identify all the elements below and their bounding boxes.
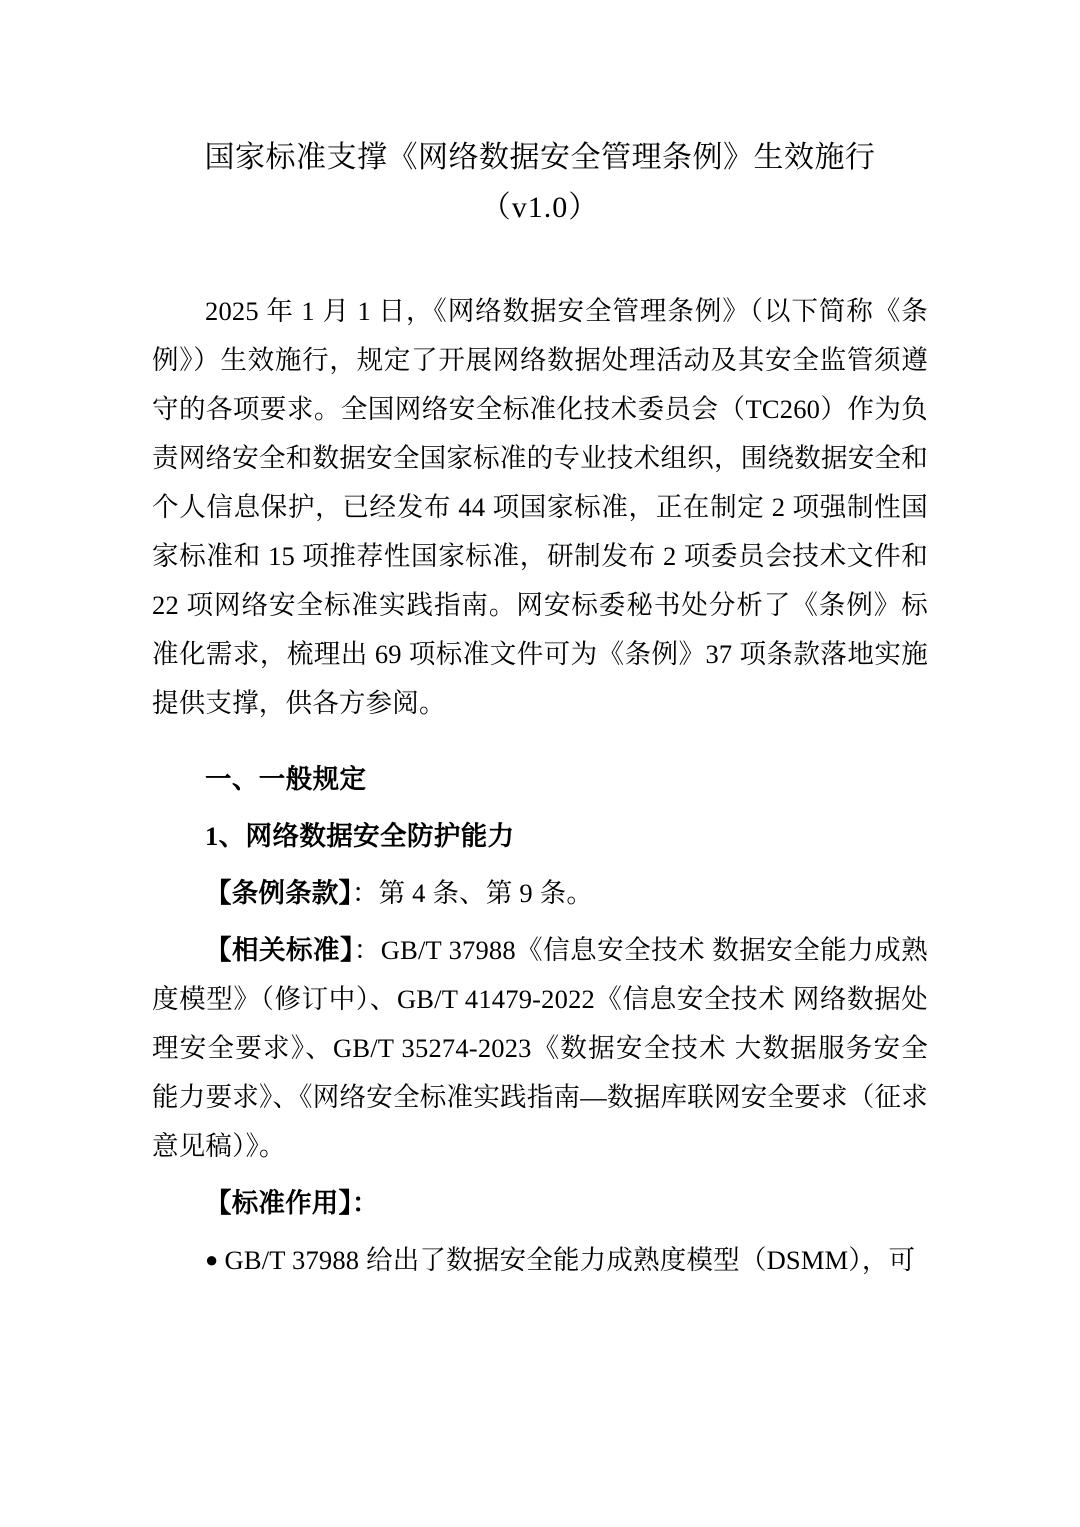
standard-role-value: ： [351,1187,379,1218]
related-standards-line [152,926,928,1171]
page-version-subtitle: （v1.0） [480,190,600,224]
sub-heading-data-security-capability: 1、网络数据安全防护能力 [205,820,515,851]
related-standards-value: ：GB/T 37988《信息安全技术 数据安全能力成熟度模型》（修订中）、GB/T 41479-2022《信息安全技术 网络数据处理安全要求》、GB/T 35274-2023《数据安全技术 大数据服务安全能力要求》、《网络安全标准实践指南—数据库联网安全要求（征求意见稿）》。 [152,934,928,1161]
standard-role-line [152,1179,928,1228]
intro-paragraph: 2025 年 1 月 1 日，《网络数据安全管理条例》（以下简称《条例》）生效施行，规定了开展网络数据处理活动及其安全监管须遵守的各项要求。全国网络安全标准化技术委员会（TC260）作为负责网络安全和数据安全国家标准的专业技术组织，围绕数据安全和个人信息保护，已经发布 44 项国家标准，正在制定 2 项强制性国家标准和 15 项推荐性国家标准，研制发布 2 项委员会技术文件和 22 项网络安全标准实践指南。网安标委秘书处分析了《条例》标准化需求，梳理出 69 项标准文件可为《条例》37 项条款落地实施提供支撑，供各方参阅。 [152,296,928,719]
list-item [152,1236,928,1285]
section-heading-general-provisions: 一、一般规定 [205,763,367,794]
list-item-text: GB/T 37988 给出了数据安全能力成熟度模型（DSMM），可 [224,1244,916,1275]
related-standards-label: 【相关标准】 [205,934,354,965]
clause-reference-label: 【条例条款】 [205,877,352,908]
bullet-dot-icon: ● [205,1246,219,1272]
clause-reference-value: ：第 4 条、第 9 条。 [351,877,594,908]
page-title: 国家标准支撑《网络数据安全管理条例》生效施行 [204,141,876,174]
clause-reference-line [152,869,928,918]
standard-role-label: 【标准作用】 [205,1187,352,1218]
